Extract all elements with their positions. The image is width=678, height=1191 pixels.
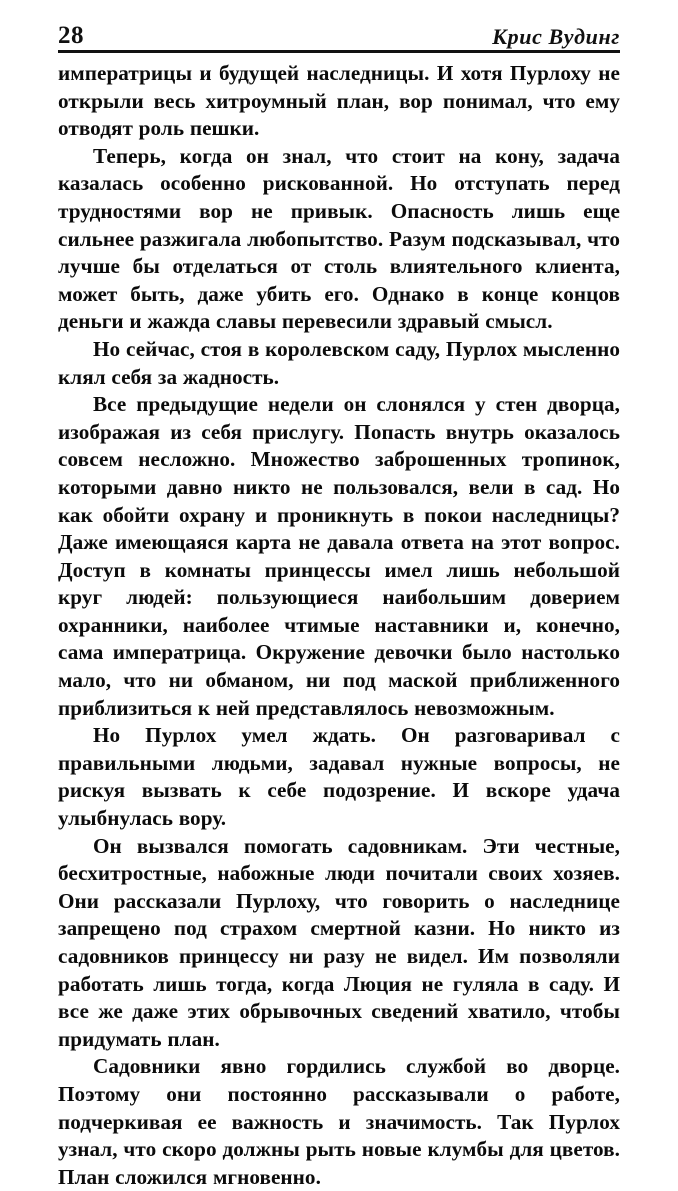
paragraph: императрицы и будущей наследницы. И хотя Пурлоху не открыли весь хитроумный план, вор понимал, что ему отводят роль пешки. [58,61,620,141]
paragraph: Все предыдущие недели он слонялся у стен дворца, изображая из себя прислугу. Попасть внутрь оказалось совсем несложно. Множество заброшенных тропинок, которыми давно никто не пользовался, вели в сад. Но как обойти охрану и проникнуть в покои наследницы? Даже имеющаяся карта не давала ответа на этот вопрос. Доступ в комнаты принцессы имел лишь небольшой круг людей: пользующиеся наибольшим доверием охранники, наиболее чтимые наставники и, конечно, сама императрица. Окружение девочки было настолько мало, что ни обманом, ни под маской приближенного приблизиться к ней представлялось невозможным. [58,392,620,720]
paragraph: Садовники явно гордились службой во дворце. Поэтому они постоянно рассказывали о работе, подчеркивая ее важность и значимость. Так Пурлох узнал, что скоро должны рыть новые клумбы для цветов. План сложился мгновенно. [58,1054,620,1189]
paragraph: Но сейчас, стоя в королевском саду, Пурлох мысленно клял себя за жадность. [58,336,620,389]
header-rule [58,50,620,53]
running-head [58,18,620,48]
body-text [58,60,620,1191]
paragraph: Он вызвался помогать садовникам. Эти честные, бесхитростные, набожные люди почитали своих хозяев. Они рассказали Пурлоху, что говорить о наследнице запрещено под страхом смертной казни. Но никто из садовников принцессу ни разу не видел. Им позволяли работать лишь тогда, когда Люция не гуляла в саду. И все же даже этих обрывочных сведений хватило, чтобы придумать план. [58,833,620,1051]
paragraph: Теперь, когда он знал, что стоит на кону, задача казалась особенно рискованной. Но отступать перед трудностями вор не привык. Опасность лишь еще сильнее разжигала любопытство. Разум подсказывал, что лучше бы отделаться от столь влиятельного клиента, может быть, даже убить его. Однако в конце концов деньги и жажда славы перевесили здравый смысл. [58,143,620,334]
page-number: 28 [58,22,84,49]
running-title: Крис Вудинг [492,24,620,49]
paragraph: Но Пурлох умел ждать. Он разговаривал с правильными людьми, задавал нужные вопросы, не рискуя вызвать к себе подозрение. И вскоре удача улыбнулась вору. [58,723,620,831]
